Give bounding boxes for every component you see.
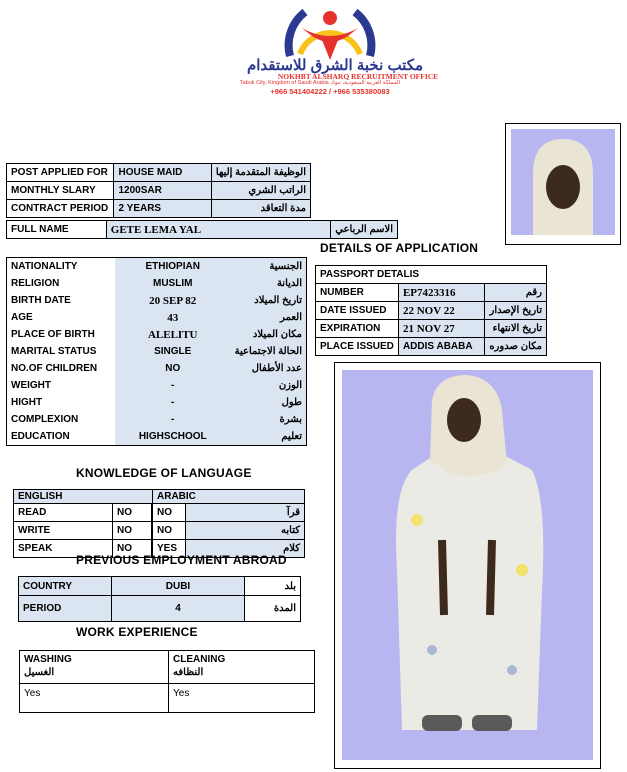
detail-label: RELIGION <box>11 278 60 289</box>
table-row <box>316 284 547 302</box>
table-row <box>7 343 307 360</box>
detail-value: ALELITU <box>115 326 231 343</box>
table-row <box>19 577 301 596</box>
work-item-label: CLEANING <box>173 654 226 665</box>
passport-value: ADDIS ABABA <box>398 338 484 356</box>
job-table <box>6 163 311 218</box>
passport-label: EXPIRATION <box>316 320 399 338</box>
employment-label: PERIOD <box>19 596 112 622</box>
passport-label: DATE ISSUED <box>316 302 399 320</box>
company-name-english: NOKHBT ALSHARQ RECRUITMENT OFFICE <box>277 72 439 81</box>
language-english-value: NO <box>113 522 152 540</box>
detail-value: 43 <box>115 309 231 326</box>
detail-label: AGE <box>11 312 33 323</box>
table-row <box>14 504 305 522</box>
language-skill-arabic: قرآ <box>186 504 305 522</box>
language-header-english: ENGLISH <box>14 490 153 504</box>
table-row <box>7 377 307 394</box>
work-item-cleaning <box>169 651 315 684</box>
employment-label-arabic: المدة <box>245 596 301 622</box>
details-title: DETAILS OF APPLICATION <box>320 241 479 255</box>
passport-title: PASSPORT DETALIS <box>316 266 547 284</box>
full-body-photo-frame <box>334 362 601 769</box>
table-row <box>7 200 311 218</box>
passport-value: 21 NOV 27 <box>398 320 484 338</box>
table-row <box>20 651 315 684</box>
job-label-arabic: الوظيفة المتقدمة إليها <box>211 164 310 182</box>
language-skill-label: WRITE <box>14 522 113 540</box>
detail-value: ETHIOPIAN <box>115 258 231 276</box>
passport-label: PLACE ISSUED <box>316 338 399 356</box>
table-row <box>7 182 311 200</box>
table-row <box>316 338 547 356</box>
full-body-photo <box>342 370 593 760</box>
detail-label: MARITAL STATUS <box>11 346 97 357</box>
passport-value: EP7423316 <box>398 284 484 302</box>
table-row <box>7 394 307 411</box>
table-row <box>316 320 547 338</box>
table-row <box>20 684 315 713</box>
employment-table <box>18 576 301 622</box>
language-arabic-value: NO <box>153 522 186 540</box>
personal-details-table <box>6 257 307 446</box>
company-logo <box>270 4 390 62</box>
table-row <box>316 302 547 320</box>
table-row <box>7 221 398 239</box>
table-row <box>316 266 547 284</box>
table-row <box>7 411 307 428</box>
employment-title: PREVIOUS EMPLOYMENT ABROAD <box>76 553 287 567</box>
job-label: MONTHLY SLARY <box>7 182 114 200</box>
language-english-value: NO <box>113 540 152 558</box>
work-item-label-arabic: الغسيل <box>24 667 55 678</box>
job-value: 2 YEARS <box>114 200 211 218</box>
detail-label: COMPLEXION <box>11 414 79 425</box>
passport-value: 22 NOV 22 <box>398 302 484 320</box>
detail-label: WEIGHT <box>11 380 51 391</box>
work-item-value: Yes <box>169 684 315 713</box>
language-header-arabic: ARABIC <box>153 490 305 504</box>
job-value: HOUSE MAID <box>114 164 211 182</box>
portrait-photo <box>511 129 615 235</box>
language-skill-arabic: كلام <box>186 540 305 558</box>
language-english-value: NO <box>113 504 152 522</box>
detail-value: 20 SEP 82 <box>115 292 231 309</box>
detail-label: PLACE OF BIRTH <box>11 329 95 340</box>
detail-label-arabic: العمر <box>231 309 307 326</box>
full-name-label-arabic: الاسم الرباعي <box>331 221 398 239</box>
language-skill-label: SPEAK <box>14 540 113 558</box>
detail-label: NO.OF CHILDREN <box>11 363 98 374</box>
work-item-label: WASHING <box>24 654 72 665</box>
detail-value: MUSLIM <box>115 275 231 292</box>
detail-label-arabic: مكان الميلاد <box>231 326 307 343</box>
detail-label: BIRTH DATE <box>11 295 71 306</box>
employment-value: 4 <box>112 596 245 622</box>
work-title: WORK EXPERIENCE <box>76 625 198 639</box>
company-name-arabic: مكتب نخبة الشرق للاستقدام <box>246 57 424 74</box>
detail-value: NO <box>115 360 231 377</box>
full-name-table <box>6 220 398 239</box>
detail-label-arabic: تعليم <box>231 428 307 446</box>
passport-label: NUMBER <box>316 284 399 302</box>
detail-value: SINGLE <box>115 343 231 360</box>
detail-label-arabic: طول <box>231 394 307 411</box>
table-row <box>19 596 301 622</box>
detail-label: EDUCATION <box>11 431 70 442</box>
detail-label: HIGHT <box>11 397 43 408</box>
job-label: CONTRACT PERIOD <box>7 200 114 218</box>
passport-label-arabic: تاريخ الإصدار <box>485 302 547 320</box>
passport-label-arabic: رقم <box>485 284 547 302</box>
table-row <box>7 292 307 309</box>
language-table <box>13 489 305 558</box>
language-arabic-value: NO <box>153 504 186 522</box>
detail-value: - <box>115 411 231 428</box>
employment-label: COUNTRY <box>19 577 112 596</box>
detail-label-arabic: تاريخ الميلاد <box>231 292 307 309</box>
table-row <box>7 258 307 276</box>
job-label: POST APPLIED FOR <box>7 164 114 182</box>
work-table <box>19 650 315 713</box>
detail-label-arabic: بشرة <box>231 411 307 428</box>
table-row <box>7 326 307 343</box>
detail-label: NATIONALITY <box>11 261 78 272</box>
table-row <box>14 490 305 504</box>
detail-value: - <box>115 394 231 411</box>
job-label-arabic: الراتب الشري <box>211 182 310 200</box>
table-row <box>7 360 307 377</box>
language-title: KNOWLEDGE OF LANGUAGE <box>76 466 252 480</box>
job-value: 1200SAR <box>114 182 211 200</box>
table-row <box>14 522 305 540</box>
employment-value: DUBI <box>112 577 245 596</box>
table-row <box>7 428 307 446</box>
passport-label-arabic: تاريخ الانتهاء <box>485 320 547 338</box>
detail-value: HIGHSCHOOL <box>115 428 231 446</box>
detail-label-arabic: الوزن <box>231 377 307 394</box>
work-item-value: Yes <box>20 684 169 713</box>
work-item-label-arabic: النظافه <box>173 667 204 678</box>
detail-label-arabic: الجنسية <box>231 258 307 276</box>
company-phones: +966 541404222 / +966 535380083 <box>270 87 390 96</box>
portrait-photo-frame <box>505 123 621 245</box>
full-name-label: FULL NAME <box>7 221 107 239</box>
full-name-value: GETE LEMA YAL <box>106 221 330 239</box>
table-row <box>7 164 311 182</box>
work-item-washing <box>20 651 169 684</box>
language-skill-arabic: كتابه <box>186 522 305 540</box>
detail-value: - <box>115 377 231 394</box>
detail-label-arabic: الديانة <box>231 275 307 292</box>
passport-label-arabic: مكان صدوره <box>485 338 547 356</box>
employment-label-arabic: بلد <box>245 577 301 596</box>
detail-label-arabic: الحالة الاجتماعية <box>231 343 307 360</box>
table-row <box>7 275 307 292</box>
language-arabic-value: YES <box>153 540 186 558</box>
company-address: Tabuk City, Kingdom of Saudi Arabia المملكة العربية السعودية، تبوك <box>239 80 401 86</box>
passport-table <box>315 265 547 356</box>
language-skill-label: READ <box>14 504 113 522</box>
table-row <box>7 309 307 326</box>
job-label-arabic: مدة التعاقد <box>211 200 310 218</box>
detail-label-arabic: عدد الأطفال <box>231 360 307 377</box>
